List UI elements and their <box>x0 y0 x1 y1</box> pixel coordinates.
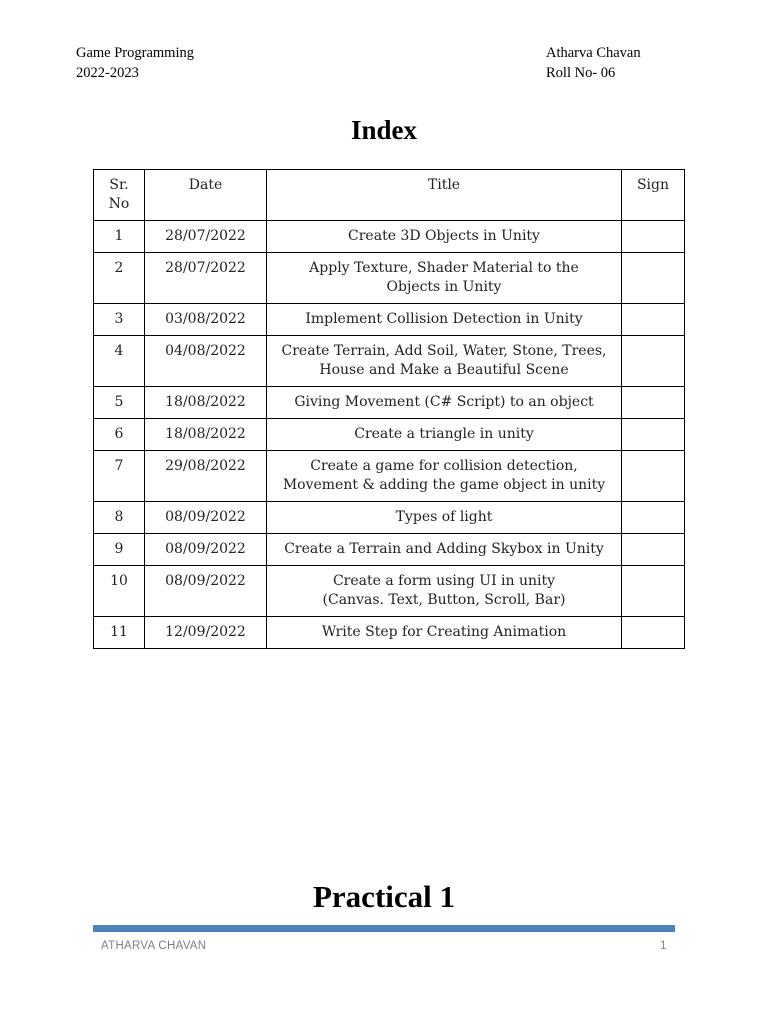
column-header-date: Date <box>145 170 267 221</box>
cell-sign <box>622 387 685 419</box>
column-header-sign: Sign <box>622 170 685 221</box>
cell-title-line: Movement & adding the game object in unity <box>282 477 606 493</box>
roll-number: Roll No- 06 <box>546 65 616 81</box>
cell-date: 12/09/2022 <box>145 617 267 649</box>
cell-title <box>267 304 622 336</box>
cell-sign <box>622 451 685 502</box>
cell-title <box>267 253 622 304</box>
header-right <box>546 43 641 83</box>
table-row <box>94 336 685 387</box>
cell-title-line: (Canvas. Text, Button, Scroll, Bar) <box>322 592 566 608</box>
column-header-title: Title <box>267 170 622 221</box>
cell-sign <box>622 566 685 617</box>
cell-sr-no: 5 <box>94 387 145 419</box>
cell-sr-no: 1 <box>94 221 145 253</box>
cell-sr-no: 4 <box>94 336 145 387</box>
cell-date: 28/07/2022 <box>145 221 267 253</box>
cell-date: 08/09/2022 <box>145 502 267 534</box>
cell-date: 28/07/2022 <box>145 253 267 304</box>
table-row <box>94 502 685 534</box>
cell-title-line: Write Step for Creating Animation <box>321 624 567 640</box>
cell-sign <box>622 304 685 336</box>
footer-page-number: 1 <box>660 940 667 952</box>
cell-title-line: Create Terrain, Add Soil, Water, Stone, Trees, <box>281 343 607 359</box>
cell-title-line: Create a triangle in unity <box>354 426 534 442</box>
table-body <box>94 221 685 649</box>
cell-sign <box>622 221 685 253</box>
header-left <box>76 43 194 83</box>
cell-title-line: Create 3D Objects in Unity <box>348 228 540 244</box>
table-row <box>94 387 685 419</box>
cell-title <box>267 387 622 419</box>
cell-title-line: Create a form using UI in unity <box>332 573 556 589</box>
footer-author: ATHARVA CHAVAN <box>101 940 207 952</box>
cell-title-line: Create a Terrain and Adding Skybox in Unity <box>284 541 604 557</box>
cell-title-line: Implement Collision Detection in Unity <box>305 311 583 327</box>
cell-sign <box>622 534 685 566</box>
cell-sr-no: 9 <box>94 534 145 566</box>
table-row <box>94 304 685 336</box>
cell-title-line: Apply Texture, Shader Material to the <box>309 260 579 276</box>
cell-title-line: Giving Movement (C# Script) to an object <box>294 394 594 410</box>
cell-date: 03/08/2022 <box>145 304 267 336</box>
cell-sr-no: 7 <box>94 451 145 502</box>
footer-divider-bar <box>93 925 675 932</box>
cell-sr-no: 8 <box>94 502 145 534</box>
cell-sr-no: 10 <box>94 566 145 617</box>
column-header-sr-no: Sr. No <box>94 170 145 221</box>
cell-title <box>267 502 622 534</box>
cell-title-line: House and Make a Beautiful Scene <box>319 362 569 378</box>
cell-title <box>267 534 622 566</box>
table-row <box>94 566 685 617</box>
table-row <box>94 253 685 304</box>
practical-title: Practical 1 <box>312 879 455 914</box>
index-title: Index <box>350 115 418 145</box>
table-row <box>94 534 685 566</box>
cell-title <box>267 336 622 387</box>
cell-title-line: Types of light <box>395 509 493 525</box>
index-table <box>93 169 685 649</box>
cell-sign <box>622 253 685 304</box>
table-header-row <box>94 170 685 221</box>
student-name: Atharva Chavan <box>546 45 641 61</box>
table-row <box>94 617 685 649</box>
cell-sign <box>622 336 685 387</box>
cell-title <box>267 419 622 451</box>
cell-title-line: Create a game for collision detection, <box>310 458 578 474</box>
cell-sign <box>622 502 685 534</box>
subject-name: Game Programming <box>76 45 194 61</box>
cell-sign <box>622 419 685 451</box>
cell-date: 18/08/2022 <box>145 387 267 419</box>
cell-title <box>267 451 622 502</box>
cell-date: 08/09/2022 <box>145 566 267 617</box>
table-row <box>94 221 685 253</box>
table-row <box>94 419 685 451</box>
cell-date: 08/09/2022 <box>145 534 267 566</box>
cell-sr-no: 6 <box>94 419 145 451</box>
cell-sr-no: 2 <box>94 253 145 304</box>
cell-title <box>267 221 622 253</box>
cell-title <box>267 617 622 649</box>
cell-sr-no: 11 <box>94 617 145 649</box>
cell-date: 29/08/2022 <box>145 451 267 502</box>
table-row <box>94 451 685 502</box>
academic-year: 2022-2023 <box>76 65 139 81</box>
cell-date: 18/08/2022 <box>145 419 267 451</box>
cell-title-line: Objects in Unity <box>386 279 502 295</box>
cell-sr-no: 3 <box>94 304 145 336</box>
cell-date: 04/08/2022 <box>145 336 267 387</box>
cell-sign <box>622 617 685 649</box>
cell-title <box>267 566 622 617</box>
